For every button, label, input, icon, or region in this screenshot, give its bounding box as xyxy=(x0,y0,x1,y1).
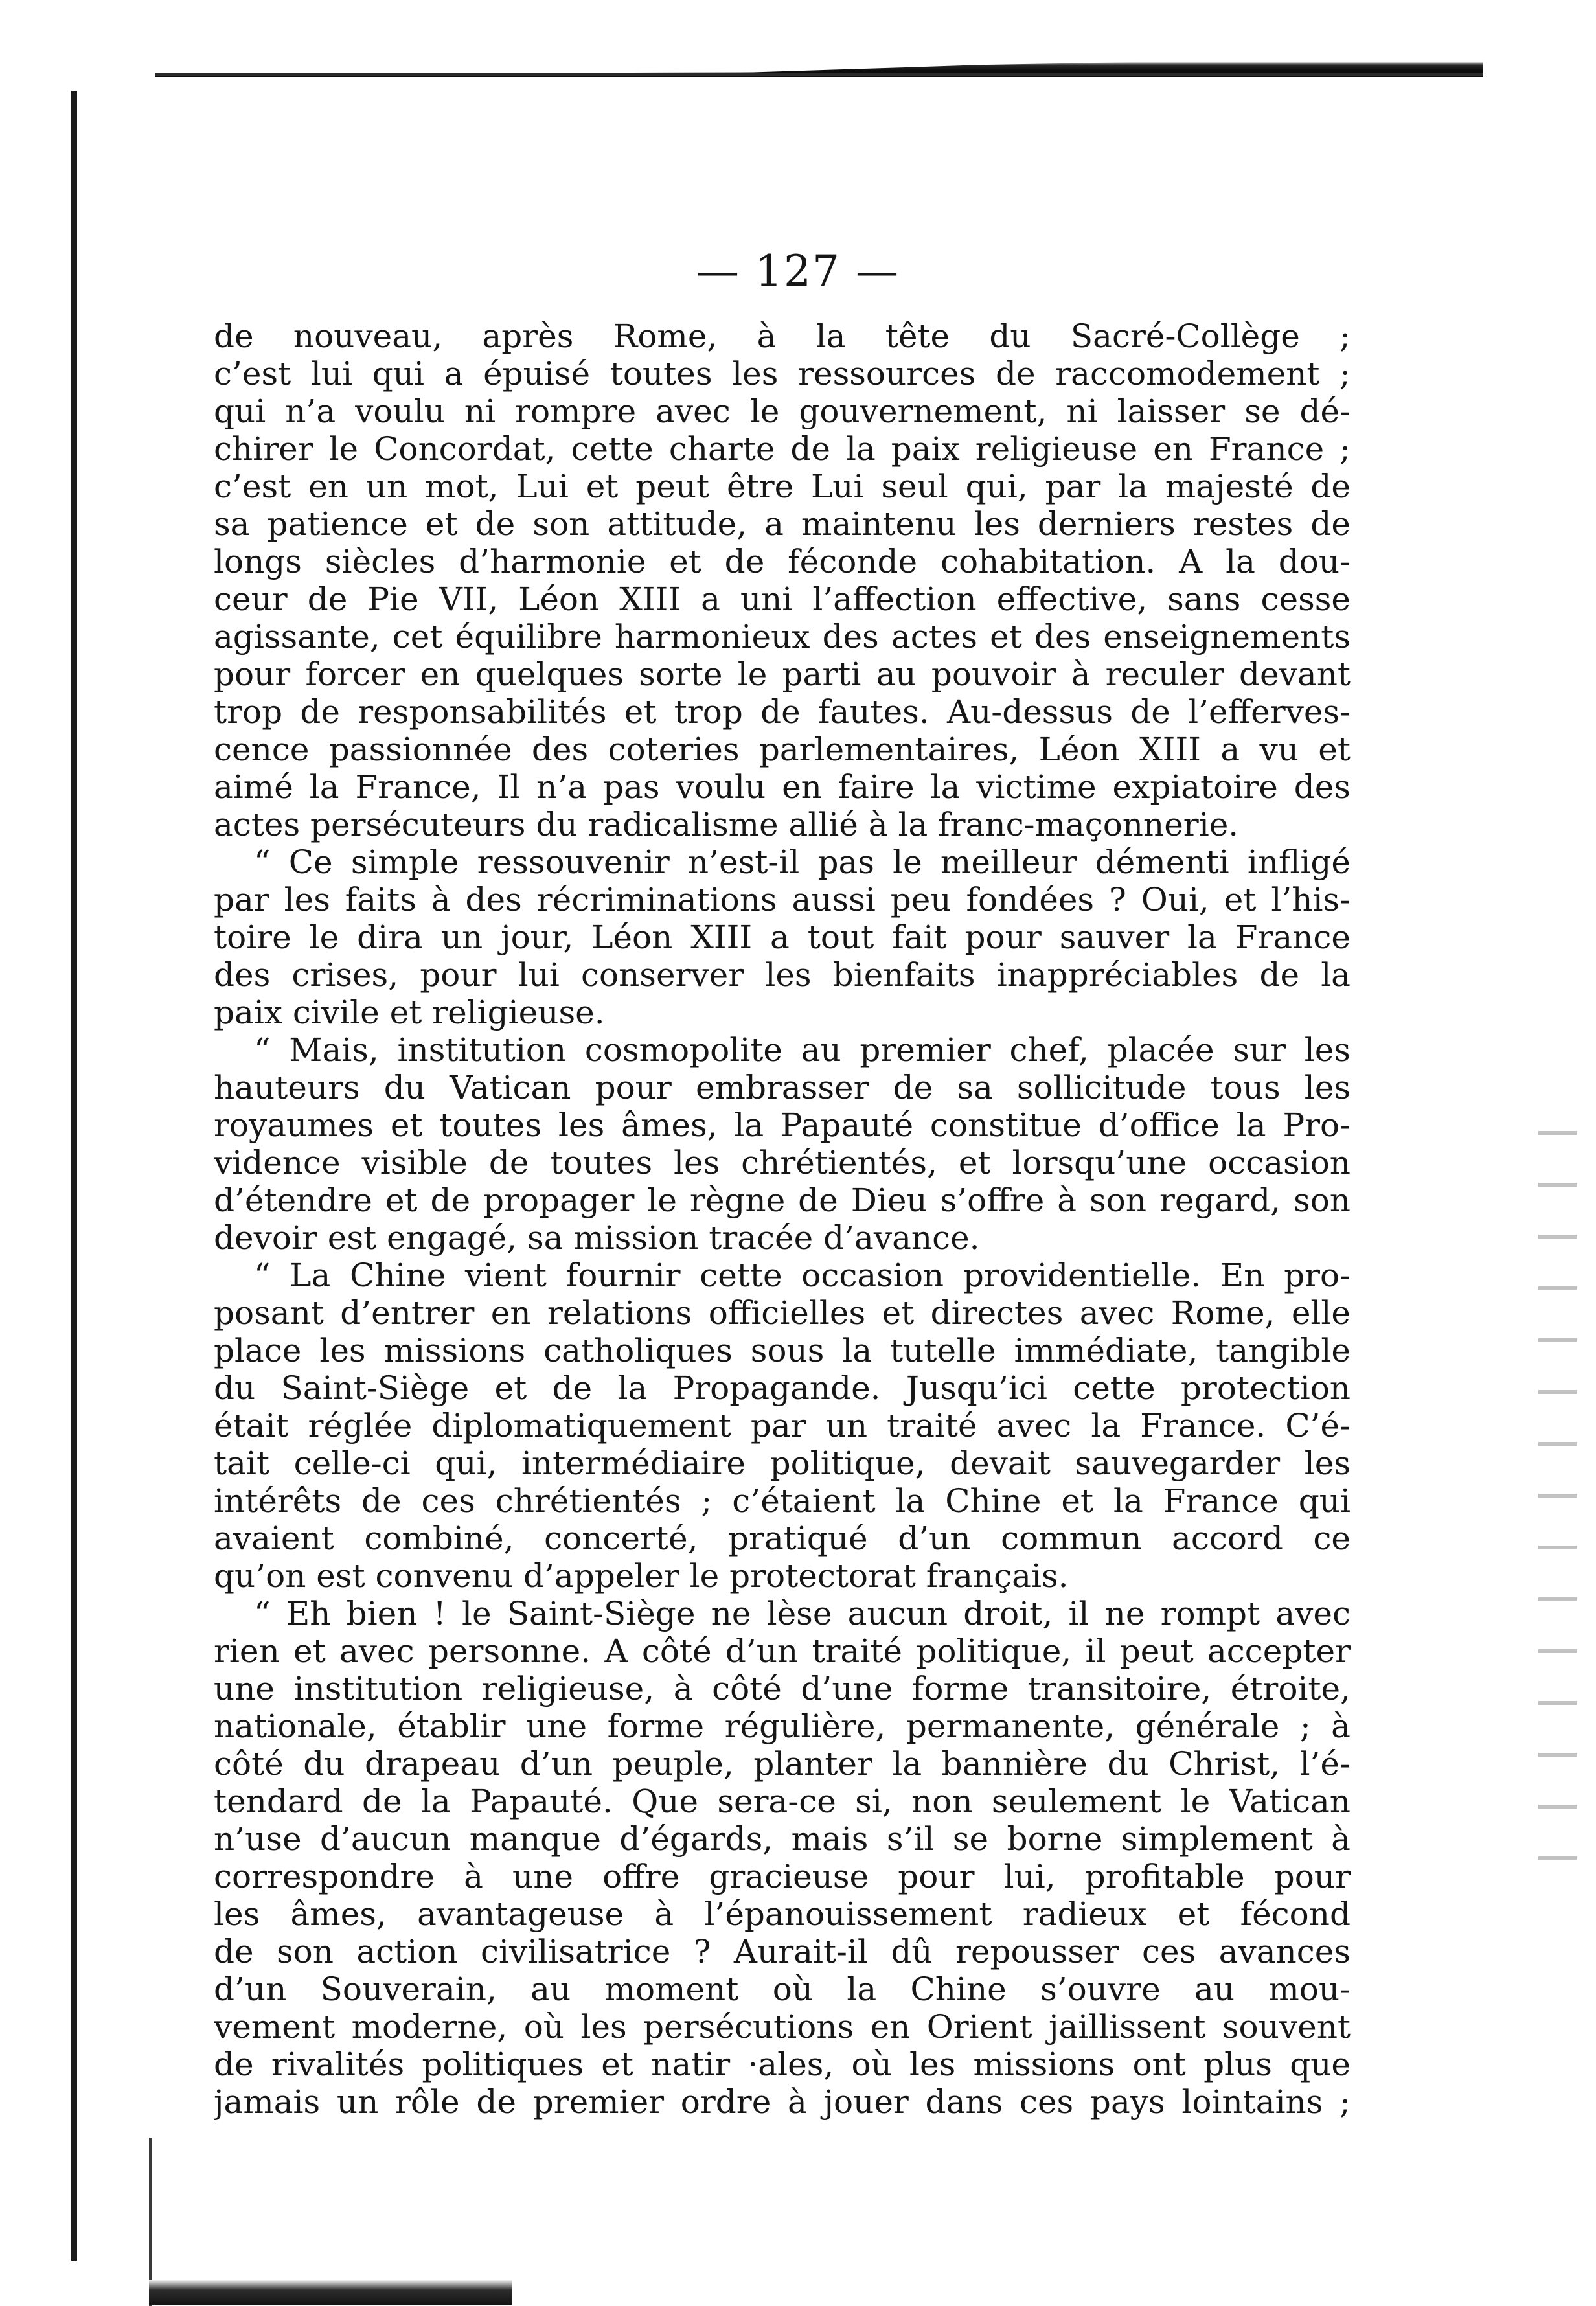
text-line: c’est en un mot, Lui et peut être Lui seul qui, par la majesté de xyxy=(214,468,1351,505)
text-line: sa patience et de son attitude, a maintenu les derniers restes de xyxy=(214,505,1351,543)
text-line: c’est lui qui a épuisé toutes les ressources de raccomodement ; xyxy=(214,355,1351,393)
text-line: longs siècles d’harmonie et de féconde cohabitation. A la dou- xyxy=(214,543,1351,580)
text-line: agissante, cet équilibre harmonieux des actes et des enseignements xyxy=(214,618,1351,656)
text-line: place les missions catholiques sous la tutelle immédiate, tangible xyxy=(214,1332,1351,1369)
text-line: cence passionnée des coteries parlementaires, Léon XIII a vu et xyxy=(214,731,1351,768)
text-line: pour forcer en quelques sorte le parti au pouvoir à reculer devant xyxy=(214,656,1351,693)
text-line: toire le dira un jour, Léon XIII a tout fait pour sauver la France xyxy=(214,919,1351,956)
text-line: par les faits à des récriminations aussi peu fondées ? Oui, et l’his- xyxy=(214,881,1351,919)
text-line: tendard de la Papauté. Que sera-ce si, non seulement le Vatican xyxy=(214,1783,1351,1820)
text-line: vidence visible de toutes les chrétientés, et lorsqu’une occasion xyxy=(214,1144,1351,1182)
text-line: “ La Chine vient fournir cette occasion providentielle. En pro- xyxy=(254,1257,1351,1294)
scan-right-specks xyxy=(1538,1101,1577,1878)
text-line: qu’on est convenu d’appeler le protectorat français. xyxy=(214,1557,1069,1595)
text-line: aimé la France, Il n’a pas voulu en faire la victime expiatoire des xyxy=(214,768,1351,806)
text-line: les âmes, avantageuse à l’épanouissement radieux et fécond xyxy=(214,1895,1351,1933)
text-line: trop de responsabilités et trop de fautes. Au-dessus de l’efferves- xyxy=(214,693,1351,731)
text-line: de rivalités politiques et natir ·ales, où les missions ont plus que xyxy=(214,2046,1351,2083)
text-line: tait celle-ci qui, intermédiaire politique, devait sauvegarder les xyxy=(214,1444,1351,1482)
text-line: une institution religieuse, à côté d’une forme transitoire, étroite, xyxy=(214,1670,1351,1707)
text-line: actes persécuteurs du radicalisme allié à la franc-maçonnerie. xyxy=(214,806,1239,843)
text-line: nationale, établir une forme régulière, permanente, générale ; à xyxy=(214,1707,1351,1745)
page-number: — 127 — xyxy=(696,246,900,296)
text-line: des crises, pour lui conserver les bienfaits inappréciables de la xyxy=(214,956,1351,994)
text-line: de son action civilisatrice ? Aurait-il dû repousser ces avances xyxy=(214,1933,1351,1970)
scan-bottom-rule xyxy=(149,2280,512,2305)
text-line: “ Eh bien ! le Saint-Siège ne lèse aucun droit, il ne rompt avec xyxy=(254,1595,1351,1632)
text-line: côté du drapeau d’un peuple, planter la bannière du Christ, l’é- xyxy=(214,1745,1351,1783)
text-line: hauteurs du Vatican pour embrasser de sa sollicitude tous les xyxy=(214,1069,1351,1106)
text-line: intérêts de ces chrétientés ; c’étaient la Chine et la France qui xyxy=(214,1482,1351,1520)
text-line: de nouveau, après Rome, à la tête du Sacré-Collège ; xyxy=(214,317,1351,355)
text-line: était réglée diplomatiquement par un traité avec la France. C’é- xyxy=(214,1407,1351,1444)
text-line: correspondre à une offre gracieuse pour lui, profitable pour xyxy=(214,1858,1351,1895)
text-line: “ Ce simple ressouvenir n’est-il pas le meilleur démenti infligé xyxy=(254,843,1351,881)
text-line: “ Mais, institution cosmopolite au premier chef, placée sur les xyxy=(254,1031,1351,1069)
text-line: paix civile et religieuse. xyxy=(214,994,605,1031)
text-line: royaumes et toutes les âmes, la Papauté constitue d’office la Pro- xyxy=(214,1106,1351,1144)
body-text xyxy=(214,317,1351,2121)
text-line: posant d’entrer en relations officielles et directes avec Rome, elle xyxy=(214,1294,1351,1332)
text-line: vement moderne, où les persécutions en Orient jaillissent souvent xyxy=(214,2008,1351,2046)
text-line: d’un Souverain, au moment où la Chine s’ouvre au mou- xyxy=(214,1970,1351,2008)
scan-top-rule-thin xyxy=(155,73,1483,76)
scan-left-border xyxy=(71,91,77,2261)
text-line: qui n’a voulu ni rompre avec le gouvernement, ni laisser se dé- xyxy=(214,393,1351,430)
text-line: n’use d’aucun manque d’égards, mais s’il se borne simplement à xyxy=(214,1820,1351,1858)
text-line: d’étendre et de propager le règne de Dieu s’offre à son regard, son xyxy=(214,1182,1351,1219)
text-line: chirer le Concordat, cette charte de la paix religieuse en France ; xyxy=(214,430,1351,468)
text-line: ceur de Pie VII, Léon XIII a uni l’affection effective, sans cesse xyxy=(214,580,1351,618)
text-line: rien et avec personne. A côté d’un traité politique, il peut accepter xyxy=(214,1632,1351,1670)
text-line: avaient combiné, concerté, pratiqué d’un commun accord ce xyxy=(214,1520,1351,1557)
text-line: devoir est engagé, sa mission tracée d’avance. xyxy=(214,1219,980,1257)
text-line: du Saint-Siège et de la Propagande. Jusqu’ici cette protection xyxy=(214,1369,1351,1407)
text-line: jamais un rôle de premier ordre à jouer dans ces pays lointains ; xyxy=(214,2083,1351,2121)
